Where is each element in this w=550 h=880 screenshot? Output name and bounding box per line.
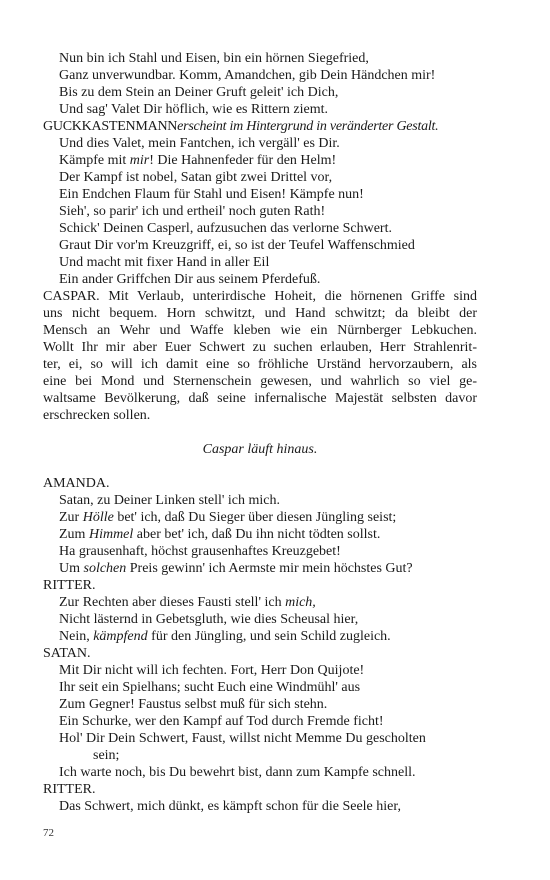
- verse-line: Der Kampf ist nobel, Satan gibt zwei Drittel vor,: [59, 170, 333, 185]
- verse-line: Nein, kämpfend für den Jüngling, und sein Schild zugleich.: [59, 629, 391, 644]
- speaker-name: GUCKKASTENMANN: [43, 119, 178, 134]
- verse-line: Satan, zu Deiner Linken stell' ich mich.: [59, 493, 281, 508]
- verse-line: Ich warte noch, bis Du bewehrt bist, dann zum Kampfe schnell.: [59, 765, 416, 780]
- verse-line: Schick' Deinen Casperl, aufzusuchen das verlorne Schwert.: [59, 221, 392, 236]
- verse-line: Das Schwert, mich dünkt, es kämpft schon für die Seele hier,: [59, 799, 401, 814]
- verse-line: Hol' Dir Dein Schwert, Faust, willst nicht Memme Du gescholten: [59, 731, 426, 746]
- page-number: 72: [43, 827, 54, 839]
- speaker-name: RITTER.: [43, 578, 96, 593]
- verse-line: Nun bin ich Stahl und Eisen, bin ein hörnen Siegefried,: [59, 51, 369, 66]
- speaker-name: SATAN.: [43, 646, 91, 661]
- verse-line: Und dies Valet, mein Fantchen, ich vergäll' es Dir.: [59, 136, 340, 151]
- verse-line: Ha grausenhaft, höchst grausenhaftes Kreuzgebet!: [59, 544, 341, 559]
- verse-line: Ein ander Griffchen Dir aus seinem Pferdefuß.: [59, 272, 321, 287]
- verse-line: Graut Dir vor'm Kreuzgriff, ei, so ist der Teufel Waffenschmied: [59, 238, 415, 253]
- verse-line: Ganz unverwundbar. Komm, Amandchen, gib Dein Händchen mir!: [59, 68, 436, 83]
- verse-line: Sieh', so parir' ich und ertheil' noch guten Rath!: [59, 204, 326, 219]
- verse-line: Zur Hölle bet' ich, daß Du Sieger über diesen Jüngling seist;: [59, 510, 397, 525]
- verse-line-continuation: sein;: [93, 748, 120, 763]
- prose-line: Wollt Ihr mir aber Euer Schwert zu suchen erlauben, Herr Strahlenrit-: [43, 340, 477, 355]
- prose-line: CASPAR. Mit Verlaub, unterirdische Hoheit, die hörnenen Griffe sind: [43, 289, 477, 304]
- speaker-name: AMANDA.: [43, 476, 110, 491]
- speaker-name: RITTER.: [43, 782, 96, 797]
- verse-line: Um solchen Preis gewinn' ich Aermste mir mein höchstes Gut?: [59, 561, 413, 576]
- page-text: [43, 50, 477, 815]
- prose-line: erschrecken sollen.: [43, 408, 151, 423]
- verse-line: Bis zu dem Stein an Deiner Gruft geleit' ich Dich,: [59, 85, 339, 100]
- verse-line: Ein Endchen Flaum für Stahl und Eisen! Kämpfe nun!: [59, 187, 364, 202]
- verse-line: Ihr seit ein Spielhans; sucht Euch eine Windmühl' aus: [59, 680, 361, 695]
- verse-line: Nicht lästernd in Gebetsgluth, wie dies Scheusal hier,: [59, 612, 359, 627]
- verse-line: Mit Dir nicht will ich fechten. Fort, Herr Don Quijote!: [59, 663, 365, 678]
- prose-line: eine bei Mond und Sternenschein gewesen, und wahrlich so viel ge-: [43, 374, 477, 389]
- verse-line: Kämpfe mit mir! Die Hahnenfeder für den Helm!: [59, 153, 337, 168]
- prose-line: waltsame Bevölkerung, daß seine infernalische Majestät selbsten davor: [43, 391, 477, 406]
- prose-line: uns nicht bequem. Horn schwitzt, und Hand schwitzt; da bleibt der: [43, 306, 477, 321]
- prose-line: Mensch an Wehr und Waffe kleben wie ein Nürnberger Lebkuchen.: [43, 323, 477, 338]
- stage-direction-inline: erscheint im Hintergrund in veränderter Gestalt.: [177, 119, 439, 134]
- verse-line: Zur Rechten aber dieses Fausti stell' ich mich,: [59, 595, 316, 610]
- verse-line: Und macht mit fixer Hand in aller Eil: [59, 255, 270, 270]
- speaker-line-guckkastenmann: [43, 118, 477, 135]
- verse-line: Zum Gegner! Faustus selbst muß für sich stehn.: [59, 697, 328, 712]
- prose-line: ter, ei, so will ich damit eine so fröhliche Urständ hervorzaubern, als: [43, 357, 477, 372]
- caspar-speech: [43, 288, 477, 424]
- stage-direction: Caspar läuft hinaus.: [202, 442, 318, 457]
- verse-line: Und sag' Valet Dir höflich, wie es Rittern ziemt.: [59, 102, 328, 117]
- verse-line: Ein Schurke, wer den Kampf auf Tod durch Fremde ficht!: [59, 714, 384, 729]
- verse-line: Zum Himmel aber bet' ich, daß Du ihn nicht tödten sollst.: [59, 527, 381, 542]
